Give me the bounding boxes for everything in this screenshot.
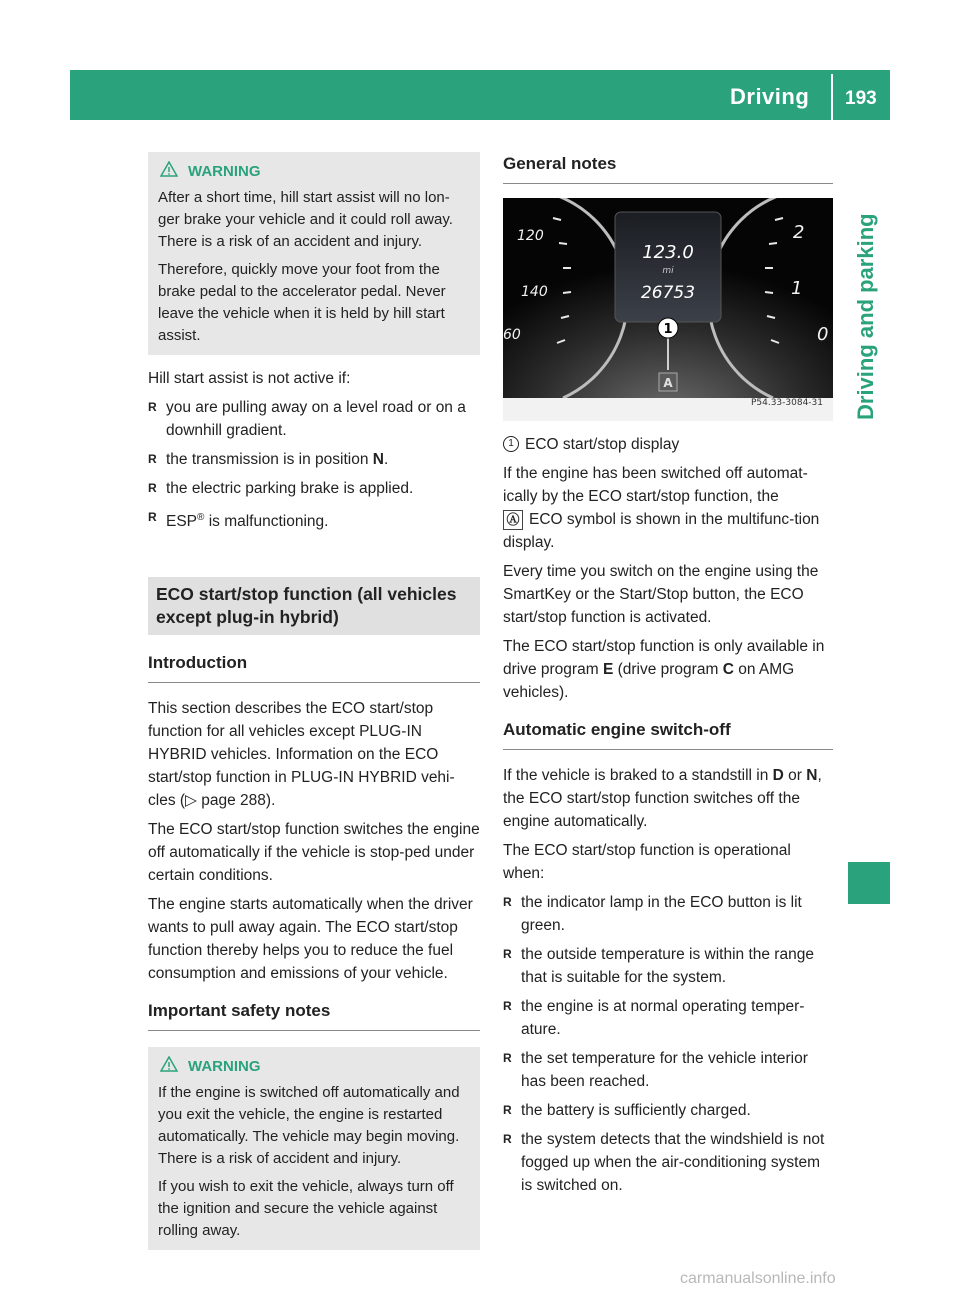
speed-label: 120 xyxy=(517,228,544,244)
left-column xyxy=(148,152,480,1250)
list-item: R the system detects that the windshield is not fogged up when the air-conditioning system is switched on. xyxy=(503,1128,833,1197)
warning-text: If the engine is switched off automatically and you exit the vehicle, the engine is restarted automatically. The vehicle may begin moving. There is a risk of accident and injury. xyxy=(158,1084,460,1168)
rpm-label: 0 xyxy=(817,324,829,345)
paragraph: Every time you switch on the engine using the SmartKey or the Start/Stop button, the ECO start/stop function is activated. xyxy=(503,563,819,626)
list-item: R the outside temperature is within the range that is suitable for the system. xyxy=(503,943,833,989)
eco-symbol-letter: A xyxy=(663,376,673,390)
paragraph: The ECO start/stop function is operational when: xyxy=(503,842,791,882)
paragraph: The ECO start/stop function is only available in drive program E (drive program C on AMG vehicles). xyxy=(503,638,825,701)
callout-number: 1 xyxy=(663,322,673,337)
warning-box-hill-start xyxy=(148,152,480,355)
paragraph: This section describes the ECO start/stop function for all vehicles except PLUG-IN HYBRID vehicles. Information on the ECO start/stop function in PLUG-IN HYBRID vehi-cles (▷ page 288). xyxy=(148,700,455,810)
figure-caption: 1 ECO start/stop display xyxy=(503,433,833,456)
warning-title: WARNING xyxy=(188,1058,261,1076)
side-tab xyxy=(846,213,886,420)
paragraph: The engine starts automatically when the driver wants to pull away again. The ECO start/stop function thereby helps you to reduce the fuel consumption and emissions of your vehicle. xyxy=(148,896,473,983)
display-trip-value: 123.0 xyxy=(642,242,694,263)
list-item: R ESP® is malfunctioning. xyxy=(148,506,480,533)
figure-code: P54.33-3084-31 xyxy=(750,398,823,408)
rpm-label: 2 xyxy=(793,222,805,243)
warning-text: Therefore, quickly move your foot from the brake pedal to the accelerator pedal. Never leave the vehicle when it is held by hill start assist. xyxy=(158,261,446,344)
warning-title: WARNING xyxy=(188,163,261,180)
page-number: 193 xyxy=(845,88,877,109)
list-item: R the electric parking brake is applied. xyxy=(148,477,480,500)
heading-general-notes: General notes xyxy=(503,152,833,184)
heading-safety-notes: Important safety notes xyxy=(148,999,480,1031)
warning-text: After a short time, hill start assist will no lon-ger brake your vehicle and it could roll away. There is a risk of an accident and injury. xyxy=(158,189,453,250)
paragraph: If the engine has been switched off automat-ically by the ECO start/stop function, the Ⓐ ECO symbol is shown in the multifunc-tion display. xyxy=(503,465,820,551)
paragraph: The ECO start/stop function switches the engine off automatically if the vehicle is stop-ped under certain conditions. xyxy=(148,821,480,885)
hill-start-intro: Hill start assist is not active if: xyxy=(148,370,351,387)
side-tab-label: Driving and parking xyxy=(853,213,878,420)
rpm-label: 1 xyxy=(791,278,803,299)
list-item: R the transmission is in position N. xyxy=(148,448,480,471)
right-column xyxy=(503,148,833,1203)
display-odometer: 26753 xyxy=(640,283,696,303)
chapter-title: Driving xyxy=(730,84,810,109)
eco-symbol-icon: Ⓐ xyxy=(503,510,523,530)
instrument-cluster-illustration xyxy=(503,198,833,421)
display-unit: mi xyxy=(662,266,674,276)
hill-start-conditions xyxy=(148,396,480,533)
warning-box-eco xyxy=(148,1047,480,1250)
side-marker xyxy=(848,862,890,904)
operational-conditions xyxy=(503,891,833,1197)
heading-automatic-switch-off: Automatic engine switch-off xyxy=(503,718,833,750)
header-divider xyxy=(831,74,833,120)
list-item: R the indicator lamp in the ECO button is lit green. xyxy=(503,891,833,937)
list-item: R the engine is at normal operating temper-ature. xyxy=(503,995,833,1041)
warning-text: If you wish to exit the vehicle, always turn off the ignition and secure the vehicle against rolling away. xyxy=(158,1178,454,1240)
list-item: R the set temperature for the vehicle interior has been reached. xyxy=(503,1047,833,1093)
instrument-cluster-image xyxy=(503,198,833,421)
callout-number: 1 xyxy=(503,436,519,452)
list-item: R you are pulling away on a level road or on a downhill gradient. xyxy=(148,396,480,442)
paragraph: If the vehicle is braked to a standstill in D or N, the ECO start/stop function switches off the engine automatically. xyxy=(503,767,822,830)
speed-label: 140 xyxy=(521,284,548,300)
warning-triangle-icon xyxy=(160,1056,178,1072)
footer-watermark: carmanualsonline.info xyxy=(680,1270,836,1287)
speed-label: 60 xyxy=(503,327,521,343)
heading-introduction: Introduction xyxy=(148,651,480,683)
warning-triangle-icon xyxy=(160,161,178,177)
section-title: ECO start/stop function (all vehicles except plug-in hybrid) xyxy=(148,577,480,635)
list-item: R the battery is sufficiently charged. xyxy=(503,1099,833,1122)
